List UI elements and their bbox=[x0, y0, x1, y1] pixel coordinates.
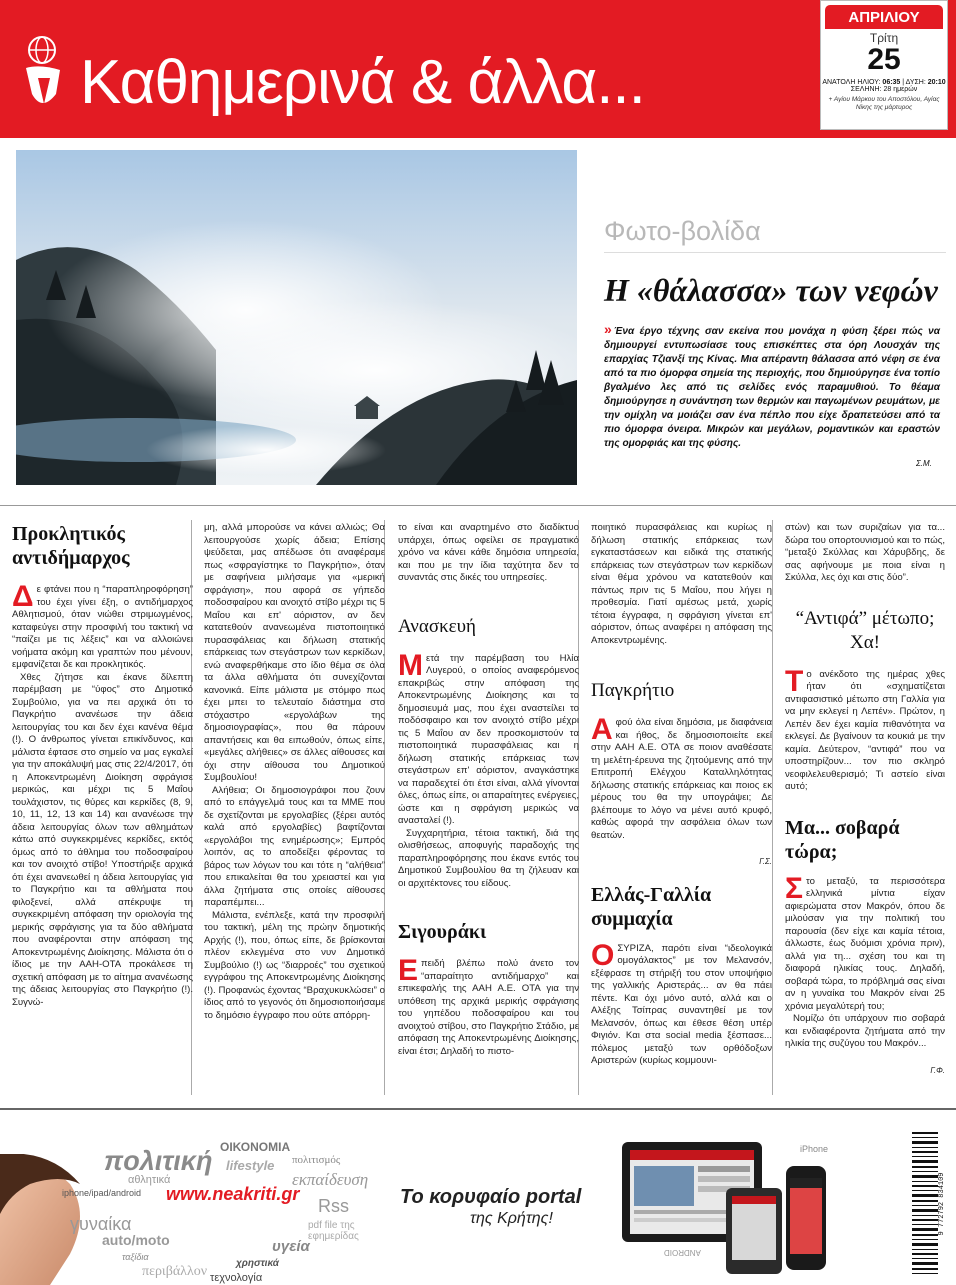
iphone-label: iPhone bbox=[800, 1144, 829, 1154]
article-paragraph: Χθες ζήτησε και έκανε δίλεπτη παρέμβαση με “ύφος” στο Δημοτικό Συμβούλιο, για να πει αρχικά ότι το Παγκρήτιο ανανέωσε την άδεια λειτουργίας του και δεν έχει κανένα θέμα (!). Ο άνθρωπος γίνεται επικίνδυνος, και μάλιστα έφτασε στο σημείο να μας εγκαλεί για την αποκάλυψή μας στις 22/4/2017, ότι η Αποκεντρωμένη Διοίκηση σφράγισε μερικώς, και μέχρι τις 5 Μαΐου τουλάχιστον, τις θύρες και κερκίδες (8, 9, 10, 11, 12, 13 και 14) και ανανέωσε την άδεια λειτουργίας όλων των αθλημάτων κάτω από συγκεκριμένες κερκίδες, εκτός όμως από το άθλημα του ποδοσφαίρου και τον ανοιχτό στίβο! Υποστήριξε αρχικά ότι έχει ανανεωθεί η άδεια λειτουργίας για το Παγκρήτιο και τα αθλήματα που φιλοξενεί, αλλά απέκρυψε τη συγκεκριμένη απόφαση την οριολογία της μερικής σφράγισης για τα δύο αθλήματα που αναφέρονται στην απόφαση της Αποκεντρωμένης Διοίκησης. Μάλιστα ότι ο ίδιος με την ΑΑΗ-ΟΤΑ προκάλεσε τη σχετική απόφαση με το αίτημα ανανέωσης της άδειας λειτουργίας στο Παγκρήτιο (!). Συγνώ- bbox=[12, 671, 193, 1008]
article-title: Προκλητικός αντιδήμαρχος bbox=[12, 523, 130, 569]
photo-feature-title: Η «θάλασσα» των νεφών bbox=[604, 272, 938, 308]
photo-feature-body: Ένα έργο τέχνης σαν εκείνα που μονάχα η φύση ξέρει πώς να δημιουργεί εντυπωσίασε τους επισκέπτες στα όρη Λουσχάν της επαρχίας Τζιανξί της Κίνας. Μια απέραντη θάλασσα από νέφη σε ένα από τα πιο όμορφα σημεία της περιοχής, που δημιούργησε ένα τοπίο βγαλμένο λες από τις σελίδες ενός παραμυθιού. Το θέαμα δημιούργησε η συνάντηση των θερμών και παγωμένων ρευμάτων, με την ομίχλη να μοιάζει σαν ένα πέπλο που είχε δραπετεύσει από τα πιο όμορφα όνειρα. Μικρών και μεγάλων, ρομαντικών και εραστών της ομορφιάς και της φύσης. bbox=[604, 326, 940, 449]
moon-phase: ΣΕΛΗΝΗ: 28 ημερών bbox=[850, 86, 918, 93]
saints-of-day: + Αγίου Μάρκου του Αποστόλου, Αγίας Νίκης της μάρτυρος bbox=[828, 96, 940, 111]
article-signature: Γ.Φ. bbox=[930, 1065, 945, 1075]
date-weekday: Τρίτη bbox=[869, 31, 899, 45]
photo-section-label: Φωτο-βολίδα bbox=[604, 216, 761, 246]
article-paragraph: ποιητικό πυρασφάλειας και κυρίως η δήλωση στατικής επάρκειας των εγκαταστάσεων και ειδικά της στατικής επάρκειας των στεγάστρων των κερκίδων είναι θέμα χρόνου να κατατεθούν και πάντως πριν τις 5 Μαΐου, που λήγει η προθεσμία. Γιατί αμέσως μετά, χωρίς τέτοια έγγραφα, η σφράγιση γίνεται επ' αόριστον, όπως αναφέρει η απόφαση της Αποκεντρωμένης. bbox=[591, 522, 772, 646]
date-day-number: 25 bbox=[867, 43, 901, 76]
sunset-label: | ΔΥΣΗ: bbox=[902, 79, 926, 86]
ad-tag: Rss bbox=[318, 1196, 349, 1216]
photo-feature-text bbox=[604, 322, 940, 451]
header-band bbox=[0, 0, 956, 138]
article-column-3 bbox=[398, 522, 579, 1058]
ad-tag: πολιτισμός bbox=[292, 1154, 341, 1166]
ad-url[interactable]: www.neakriti.gr bbox=[166, 1184, 300, 1204]
article-paragraph bbox=[785, 664, 945, 794]
article-paragraph bbox=[12, 580, 193, 672]
article-paragraph: Αλήθεια; Οι δημοσιογράφοι που ζουν από το επάγγελμά τους και τα ΜΜΕ που δε σχετίζονται με εργολαβίες (ξέρει αυτός καλά από εργολαβίες) βαφτίζονται «εργολάβοι της ενημέρωσης»; Εμπρός λοιπόν, ας το αποδείξει φέροντας το βάρος των λόγων του και τότε η “αλήθεια” που επικαλείται θα του χρειαστεί και για άλλα ζητήματα στις οποίες αίθουσες παραπέμπει... bbox=[204, 784, 385, 908]
article-text: φού όλα είναι δημόσια, με διαφάνεια και ήθος, δε δημοσιοποιείτε εκεί στην ΑΑΗ Α.Ε. ΟΤΑ σε ποιον αναθέσατε τη μελέτη-έρευνα της ζητούμενης από την Επιτροπή Ελέγχου Καταλληλότητας δήλωσης στατικής επάρκειας και ποιος εκ μέρους του θα την υπογράψει; Δε βλέπουμε το λόγο να μένει αυτό κρυφό, καθώς αφορά την ασφάλεια όλων των θεατών. bbox=[591, 717, 772, 841]
ad-tag: ταξίδια bbox=[122, 1252, 149, 1262]
horizontal-rule bbox=[0, 505, 956, 506]
sunrise-time: 06:35 bbox=[882, 79, 901, 86]
dropcap: Τ bbox=[785, 664, 804, 698]
article-paragraph: Συγχαρητήρια, τέτοια τακτική, διά της ολισθήσεως, αποφυγής παραδοχής της παραπληροφόρησης που έκανε εντός του Δημοτικού Συμβουλίου θα τη ζήλευαν και οι αρχιτέκτονες του είδους. bbox=[398, 827, 579, 889]
ad-tag: lifestyle bbox=[226, 1158, 275, 1173]
article-text: ΣΥΡΙΖΑ, παρότι είναι “ιδεολογικά ομογάλακτος” με τον Μελανσόν, εξέφρασε τη στήριξή του στον υποψήφιο της γαλλικής Αριστεράς... αν θα πάει πέντε. Και όχι μόνο αυτό, αλλά και ο Αλέξης Τσίπρας συναντηθεί με τον Μελανσόν, όπως και έθεσε θέση υπέρ Φιγιόν. Και στα social media ξέσπασε... πόλεμος μεταξύ των ορθόδοξων Αριστερών (κυρίως κομμουνι- bbox=[591, 942, 772, 1066]
subhead-ellas-gallia: Ελλάς-Γαλλία συμμαχία bbox=[591, 883, 712, 930]
article-paragraph bbox=[785, 871, 945, 1014]
ad-tag: γυναίκα bbox=[70, 1214, 132, 1234]
dropcap: Α bbox=[591, 713, 613, 746]
article-text: πειδή βλέπω πολύ άνετο τον “απαραίτητο αντιδήμαρχο” και επικεφαλής της ΑΑΗ Α.Ε. ΟΤΑ για την υπόθεση της αρχικά μερικής σφράγισης του γηπέδου ποδοσφαίρου και του ανοιχτού στίβου, στο Παγκρήτιο Στάδιο, με απόφαση της Αποκεντρωμένης Διοίκησης, είναι έτσι; Δηλαδή το πιστο- bbox=[398, 958, 579, 1057]
subhead-antifa: “Αντιφά” μέτωπο; Χα! bbox=[795, 607, 935, 653]
sun-times bbox=[821, 79, 947, 86]
subhead-pagkritio: Παγκρήτιο bbox=[591, 680, 675, 701]
sea-of-clouds-photo bbox=[16, 150, 577, 485]
ad-headline: Το κορυφαίο portal bbox=[400, 1186, 582, 1208]
ad-tag: υγεία bbox=[272, 1238, 310, 1255]
article-paragraph bbox=[398, 954, 579, 1058]
dropcap: Ο bbox=[591, 938, 615, 972]
dropcap: Ε bbox=[398, 954, 419, 987]
article-paragraph: Μάλιστα, ενέπλεξε, κατά την προσφιλή του τακτική, μέλη της πρώην δημοτικής Αρχής (!), που, όπως είπε, δε βρίσκονται πλέον εκλεγμένα στο νυν Δημοτικό Συμβούλιο (!) ως “διαρροές” του σχετικού εγγράφου της Αποκεντρωμένης Διοίκησης (!). Προφανώς έχοντας “Βραχυκυκλώσει” ο ίδιος από το γεγονός ότι δημοσιοποιήσαμε το δημόσιο έγγραφο που ούτε απόρρη- bbox=[204, 909, 385, 1021]
article-column-4 bbox=[591, 522, 772, 1068]
column-rule bbox=[772, 520, 773, 1095]
section-divider bbox=[604, 252, 946, 253]
ad-tag: χρηστικά bbox=[236, 1258, 279, 1269]
article-text: ε φτάνει που η “παραπληροφόρηση” του έχει γίνει έξη, ο αντιδήμαρχος Αθλητισμού, όταν νιώθει στριμωγμένος, καταφεύγει στην προσφιλή του τακτική να “παίζει με τις λέξεις” και να αλλοιώνει νοήματα ακόμη και γραπτών που μένουν, εμφανίζεται δε και προκλητικός. bbox=[12, 584, 193, 670]
article-text: ο ανέκδοτο της ημέρας χθες ήταν ότι «σχηματίζεται αντιφασιστικό μέτωπο στη Γαλλία για να μην εκλεγεί η Λεπέν». Πρώτον, η Λεπέν δεν έχει καμία πιθανότητα να εκλεγεί. Δε βγαίνουν τα κουκιά με την καμία. Δεύτερον, “αντιφά” που να υποστηρίζουν... τον πιο σκληρό νεοφιλελευθερισμό; Τι αστείο είναι αυτό; bbox=[785, 668, 945, 792]
masthead-title: Καθημερινά & άλλα... bbox=[80, 48, 645, 117]
article-paragraph: το είναι και αναρτημένο στο διαδίκτυο υπάρχει, όπως οφείλει σε πραγματικό χρόνο να κάνει κάθε δημόσια υπηρεσία, και που με την ίδια ταχύτητα δεν το συναντάς στις δικές του υπηρεσίες. bbox=[398, 522, 579, 583]
subhead-anaskevi: Ανασκευή bbox=[398, 615, 476, 637]
dropcap: Μ bbox=[398, 648, 423, 682]
article-signature: Γ.Σ. bbox=[759, 857, 772, 866]
article-paragraph: μη, αλλά μπορούσε να κάνει αλλιώς; Θα λειτουργούσε χωρίς άδεια; Επίσης ψεύδεται, μας απέδωσε ότι αναφέραμε πως «σφραγίστηκε το Παγκρήτιο», όταν με σαφήνεια μιλήσαμε για «μερική σφράγιση», που αφορά σε γήπεδο ποδοσφαίρου και ανοιχτό στίβο μέχρι τις 5 Μαΐου και επ' αόριστον, αν δεν κατατεθούν ανανεωμένα πιστοποιητικό πυρασφάλειας και δήλωση στατικής επάρκειας των στεγάστρων των κερκίδων, ενώ αναφερθήκαμε στο ίδιο θέμα σε όλα τα άλλα αθλήματα ότι συνεχίζονται κανονικά. Είπε μάλιστα με στόμφο πως έχει μπει το τελευταίο διάστημα στο στόχαστρο «εργολάβων της δημοσιογραφίας», που θα πάρουν απαντήσεις και θα ειπωθούν, όπως είπε, «μεγάλες αλήθειες» σε άλλες αίθουσες και όχι στην αίθουσα του Δημοτικού Συμβουλίου! bbox=[204, 522, 385, 783]
subhead-ma-sovara: Μα... σοβαρά τώρα; bbox=[785, 816, 900, 863]
ad-tag: αθλητικά bbox=[128, 1174, 171, 1186]
article-column-1 bbox=[12, 522, 193, 1009]
sunrise-label: ΑΝΑΤΟΛΗ ΗΛΙΟΥ: bbox=[822, 79, 881, 86]
double-chevron-icon: » bbox=[604, 321, 612, 337]
android-label: ANDROID bbox=[664, 1248, 701, 1257]
dropcap: Σ bbox=[785, 871, 804, 905]
article-paragraph: Νομίζω ότι υπάρχουν πιο σοβαρά και ενδιαφέροντα ζητήματα από την ηλικία της συζύγου του Μακρόν... bbox=[785, 1013, 945, 1049]
ad-subline: της Κρήτης! bbox=[470, 1210, 553, 1227]
ad-tag: ΟΙΚΟΝΟΜΙΑ bbox=[220, 1140, 291, 1154]
article-text: ετά την παρέμβαση του Ηλία Λυγερού, ο οποίος αναφερόμενος επακριβώς στην απόφαση της Αποκεντρωμένης Διοίκησης και το δημοσιευμά μας, που έχει αναστείλει το ποδόσφαιρο και τον ανοιχτό στίβο μέχρι τις 5 Μαΐου αν δεν προσκομιστούν τα πιστοποιητικά πυρασφάλειας και η δήλωση στατικής επάρκειας των στεγάστρων επ' αόριστον, αναγκάστηκε να παραδεχτεί ότι έτσι είναι, αλλά γίνονται όλες, όπως είπε, οι απαραίτητες ενέργειες, ώστε και η σφράγιση μερικώς να ανασταλεί (!). bbox=[398, 652, 579, 826]
phone-device-icon bbox=[784, 1164, 828, 1274]
ad-tag: πολιτική bbox=[104, 1146, 213, 1176]
neakriti-advertisement bbox=[0, 1124, 956, 1285]
ad-tag: περιβάλλον bbox=[142, 1264, 208, 1279]
sunset-time: 20:10 bbox=[927, 79, 946, 86]
date-month: ΑΠΡΙΛΙΟΥ bbox=[825, 5, 943, 29]
ad-tag: iphone/ipad/android bbox=[62, 1188, 142, 1198]
article-text: το μεταξύ, τα περισσότερα ελληνικά μίντια είχαν αφιερώματα στον Μακρόν, όπου δε μιλούσαν για την πολιτική του παρουσία (δεν είχε και καμία τέτοια, άλλωστε, έως δυόμισι χρόνια πριν), αλλά για τη... σχέση του και τη διαφορά ηλικίας τους. Δηλαδή, σοβαρά τώρα, το πρόβλημά σας είναι αν η γυναίκα του Μακρόν είναι 25 χρόνια μεγαλύτερή του; bbox=[785, 875, 945, 1012]
ad-tag: εκπαίδευση bbox=[292, 1170, 369, 1189]
barcode-digits: 9 772792 834109 bbox=[938, 1172, 946, 1236]
globe-pen-logo-icon bbox=[20, 34, 78, 114]
ad-tag: auto/moto bbox=[102, 1232, 170, 1248]
article-paragraph: στών) και των συριζαίων για τα... δώρα του οπορτουνισμού και το πώς, “μεταξύ Σκύλλας και Χάρυβδης, δε σας αφήνουμε με ποια είναι η Σκύλλα, λες όχι και στις δύο”. bbox=[785, 522, 945, 583]
ad-tag: pdf file της εφημερίδας bbox=[308, 1220, 359, 1242]
article-column-5 bbox=[785, 522, 945, 1077]
ad-tag: τεχνολογία bbox=[210, 1272, 263, 1284]
article-paragraph bbox=[591, 713, 772, 842]
subhead-sigouraki: Σιγουράκι bbox=[398, 921, 487, 943]
tablet-device-icon bbox=[618, 1138, 788, 1278]
photo-feature-signature: Σ.Μ. bbox=[916, 459, 932, 468]
barcode bbox=[910, 1124, 946, 1285]
article-column-2 bbox=[204, 522, 385, 1022]
date-box bbox=[820, 0, 948, 130]
horizontal-rule bbox=[0, 1108, 956, 1110]
article-paragraph bbox=[398, 648, 579, 828]
article-paragraph bbox=[591, 938, 772, 1068]
dropcap: Δ bbox=[12, 580, 34, 613]
